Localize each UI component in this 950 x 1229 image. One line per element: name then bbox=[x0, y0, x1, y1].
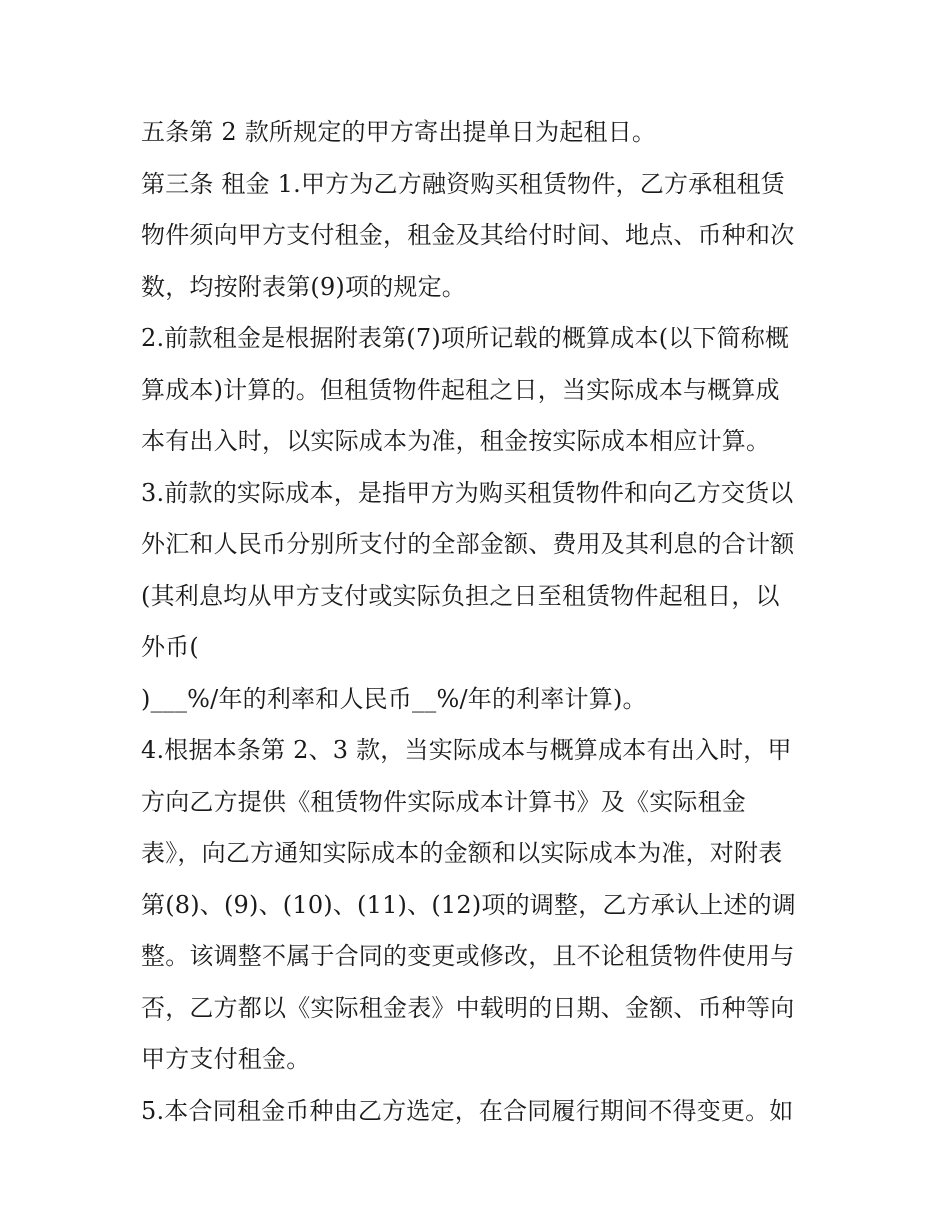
text-line: (其利息均从甲方支付或实际负担之日至租赁物件起租日，以 bbox=[141, 581, 780, 610]
contract-text bbox=[141, 107, 821, 1137]
text-line: 外汇和人民币分别所支付的全部金额、费用及其利息的合计额 bbox=[141, 530, 795, 558]
text-line: 数，均按附表第(9)项的规定。 bbox=[141, 272, 466, 301]
text-line: 第三条 租金 1.甲方为乙方融资购买租赁物件，乙方承租租赁 bbox=[141, 169, 785, 198]
text-line: 第(8)、(9)、(10)、(11)、(12)项的调整，乙方承认上述的调 bbox=[141, 890, 796, 919]
text-line: 4.根据本条第 2、3 款，当实际成本与概算成本有出入时，甲 bbox=[141, 736, 792, 764]
text-line: 物件须向甲方支付租金，租金及其给付时间、地点、币种和次 bbox=[141, 221, 795, 249]
text-line: 本有出入时，以实际成本为准，租金按实际成本相应计算。 bbox=[141, 427, 771, 455]
text-line: 3.前款的实际成本，是指甲方为购买租赁物件和向乙方交货以 bbox=[141, 478, 794, 507]
text-line: 表》，向乙方通知实际成本的金额和以实际成本为准，对附表 bbox=[141, 839, 783, 867]
text-line: 五条第 2 款所规定的甲方寄出提单日为起租日。 bbox=[141, 118, 657, 146]
text-line: 5.本合同租金币种由乙方选定，在合同履行期间不得变更。如 bbox=[141, 1096, 794, 1125]
text-line: 外币( bbox=[141, 633, 199, 661]
text-line: 整。该调整不属于合同的变更或修改，且不论租赁物件使用与 bbox=[141, 942, 795, 970]
text-line: 否，乙方都以《实际租金表》中载明的日期、金额、币种等向 bbox=[141, 993, 795, 1022]
text-line: 2.前款租金是根据附表第(7)项所记载的概算成本(以下简称概 bbox=[141, 324, 790, 352]
text-line: )___%/年的利率和人民币__%/年的利率计算)。 bbox=[141, 684, 647, 713]
text-line: 甲方支付租金。 bbox=[141, 1045, 311, 1073]
text-line: 算成本)计算的。但租赁物件起租之日，当实际成本与概算成 bbox=[141, 375, 780, 404]
text-line: 方向乙方提供《租赁物件实际成本计算书》及《实际租金 bbox=[141, 787, 746, 816]
